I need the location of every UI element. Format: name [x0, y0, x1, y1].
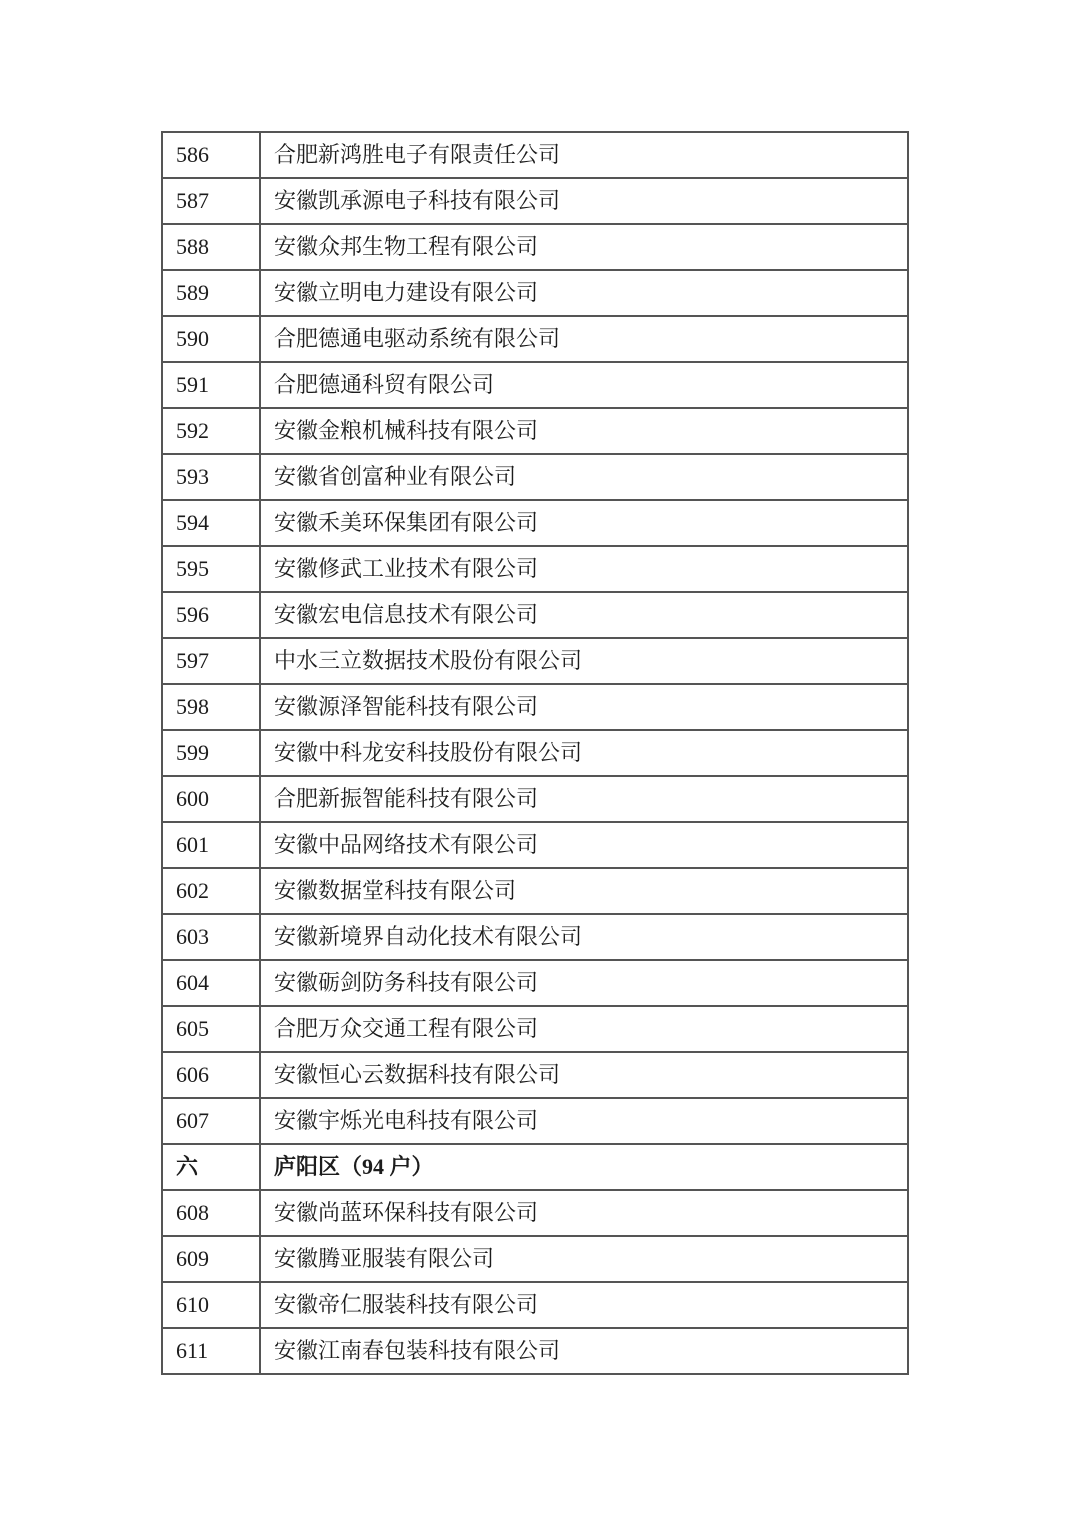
row-number-cell: 606 [162, 1052, 260, 1098]
table-row [162, 362, 908, 408]
company-name-cell: 安徽砺剑防务科技有限公司 [260, 960, 908, 1006]
company-name-cell: 安徽新境界自动化技术有限公司 [260, 914, 908, 960]
company-name-cell: 安徽宇烁光电科技有限公司 [260, 1098, 908, 1144]
row-number-cell: 598 [162, 684, 260, 730]
row-number-cell: 603 [162, 914, 260, 960]
company-name-cell: 安徽立明电力建设有限公司 [260, 270, 908, 316]
row-number-cell: 589 [162, 270, 260, 316]
row-number-cell: 600 [162, 776, 260, 822]
table-row [162, 822, 908, 868]
company-name-cell: 安徽省创富种业有限公司 [260, 454, 908, 500]
row-number-cell: 608 [162, 1190, 260, 1236]
table-row [162, 132, 908, 178]
table-row [162, 684, 908, 730]
company-name-cell: 合肥德通电驱动系统有限公司 [260, 316, 908, 362]
table-row [162, 776, 908, 822]
row-number-cell: 594 [162, 500, 260, 546]
row-number-cell: 599 [162, 730, 260, 776]
table-row [162, 178, 908, 224]
table-row [162, 500, 908, 546]
company-name-cell: 安徽中科龙安科技股份有限公司 [260, 730, 908, 776]
row-number-cell: 592 [162, 408, 260, 454]
row-number-cell: 590 [162, 316, 260, 362]
row-number-cell: 588 [162, 224, 260, 270]
company-name-cell: 安徽众邦生物工程有限公司 [260, 224, 908, 270]
company-name-cell: 安徽江南春包装科技有限公司 [260, 1328, 908, 1374]
table-row [162, 224, 908, 270]
company-name-cell: 安徽恒心云数据科技有限公司 [260, 1052, 908, 1098]
section-title-cell: 庐阳区（94 户） [260, 1144, 908, 1190]
company-name-cell: 安徽凯承源电子科技有限公司 [260, 178, 908, 224]
company-name-cell: 合肥德通科贸有限公司 [260, 362, 908, 408]
table-row [162, 316, 908, 362]
row-number-cell: 591 [162, 362, 260, 408]
row-number-cell: 610 [162, 1282, 260, 1328]
row-number-cell: 587 [162, 178, 260, 224]
row-number-cell: 601 [162, 822, 260, 868]
company-name-cell: 安徽数据堂科技有限公司 [260, 868, 908, 914]
company-name-cell: 安徽中品网络技术有限公司 [260, 822, 908, 868]
company-name-cell: 安徽腾亚服装有限公司 [260, 1236, 908, 1282]
company-list-table-body [162, 132, 908, 1374]
table-row [162, 1236, 908, 1282]
table-row [162, 1006, 908, 1052]
company-name-cell: 安徽修武工业技术有限公司 [260, 546, 908, 592]
row-number-cell: 586 [162, 132, 260, 178]
table-row [162, 868, 908, 914]
company-list-table [161, 131, 909, 1375]
row-number-cell: 593 [162, 454, 260, 500]
table-row [162, 914, 908, 960]
company-name-cell: 安徽宏电信息技术有限公司 [260, 592, 908, 638]
row-number-cell: 602 [162, 868, 260, 914]
section-row [162, 1144, 908, 1190]
company-name-cell: 安徽金粮机械科技有限公司 [260, 408, 908, 454]
row-number-cell: 595 [162, 546, 260, 592]
company-name-cell: 安徽源泽智能科技有限公司 [260, 684, 908, 730]
company-name-cell: 合肥新振智能科技有限公司 [260, 776, 908, 822]
company-name-cell: 中水三立数据技术股份有限公司 [260, 638, 908, 684]
table-row [162, 408, 908, 454]
row-number-cell: 596 [162, 592, 260, 638]
company-name-cell: 安徽尚蓝环保科技有限公司 [260, 1190, 908, 1236]
table-row [162, 270, 908, 316]
row-number-cell: 605 [162, 1006, 260, 1052]
company-name-cell: 安徽帝仁服装科技有限公司 [260, 1282, 908, 1328]
table-row [162, 1282, 908, 1328]
row-number-cell: 597 [162, 638, 260, 684]
company-name-cell: 合肥万众交通工程有限公司 [260, 1006, 908, 1052]
table-row [162, 1328, 908, 1374]
row-number-cell: 611 [162, 1328, 260, 1374]
table-row [162, 638, 908, 684]
row-number-cell: 609 [162, 1236, 260, 1282]
table-row [162, 730, 908, 776]
table-row [162, 1052, 908, 1098]
row-number-cell: 604 [162, 960, 260, 1006]
table-row [162, 1098, 908, 1144]
company-name-cell: 合肥新鸿胜电子有限责任公司 [260, 132, 908, 178]
table-row [162, 454, 908, 500]
table-row [162, 592, 908, 638]
table-row [162, 546, 908, 592]
table-row [162, 1190, 908, 1236]
row-number-cell: 607 [162, 1098, 260, 1144]
section-index-cell: 六 [162, 1144, 260, 1190]
company-name-cell: 安徽禾美环保集团有限公司 [260, 500, 908, 546]
table-row [162, 960, 908, 1006]
